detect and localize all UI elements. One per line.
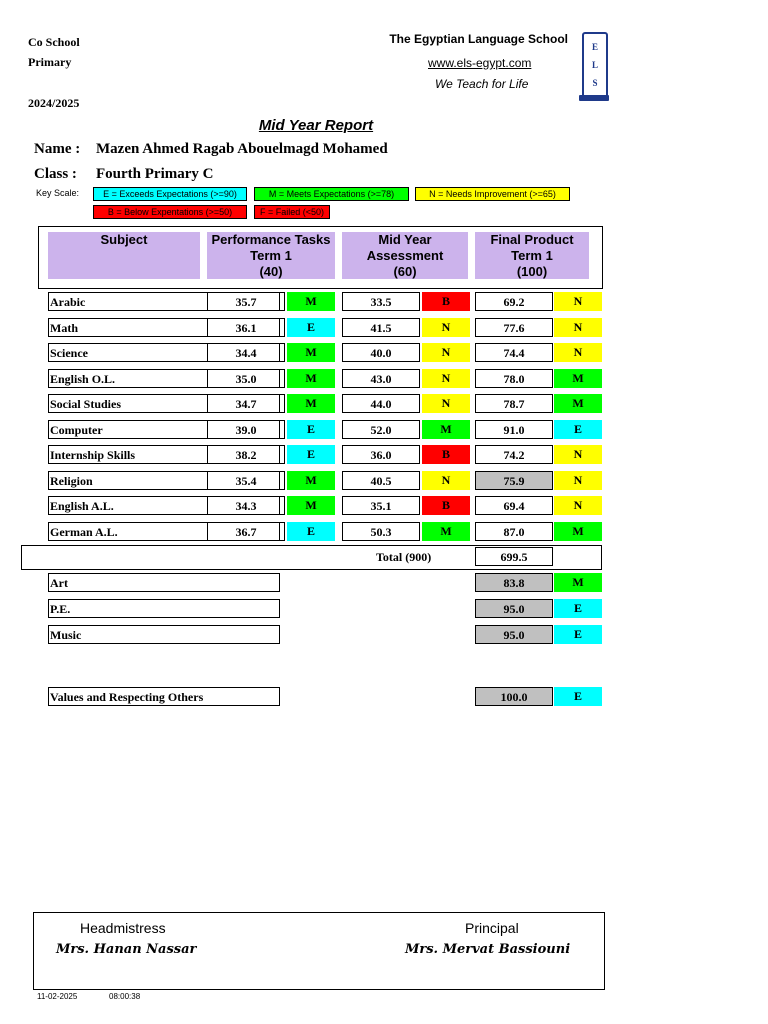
midyear-score: 50.3 [342, 522, 420, 541]
column-header-subject [48, 232, 200, 279]
performance-grade: M [287, 292, 335, 311]
performance-grade: E [287, 445, 335, 464]
column-header-label: (100) [516, 264, 548, 279]
performance-grade: M [287, 369, 335, 388]
column-header-label: Mid Year [378, 232, 432, 247]
final-grade: E [554, 420, 602, 439]
midyear-grade: M [422, 420, 470, 439]
principal-signature: Mrs. Mervat Bassiouni [405, 942, 571, 957]
final-grade: N [554, 445, 602, 464]
midyear-score: 35.1 [342, 496, 420, 515]
midyear-grade: N [422, 394, 470, 413]
midyear-score: 52.0 [342, 420, 420, 439]
performance-grade: E [287, 522, 335, 541]
principal-title: Principal [465, 920, 519, 936]
subject-name: Arabic [48, 292, 280, 311]
final-score: 91.0 [475, 420, 553, 439]
performance-score: 36.7 [207, 522, 285, 541]
key-below: B = Below Expentations (>=50) [93, 205, 247, 219]
values-grade: E [554, 687, 602, 706]
final-grade: M [554, 573, 602, 592]
logo-letter: S [592, 78, 598, 88]
final-score: 95.0 [475, 599, 553, 618]
final-score: 83.8 [475, 573, 553, 592]
performance-score: 35.7 [207, 292, 285, 311]
performance-score: 38.2 [207, 445, 285, 464]
midyear-score: 44.0 [342, 394, 420, 413]
column-header-label: Term 1 [250, 248, 292, 263]
midyear-grade: B [422, 496, 470, 515]
performance-score: 35.0 [207, 369, 285, 388]
school-name: The Egyptian Language School [389, 32, 568, 46]
column-header-label: Final Product [490, 232, 574, 247]
logo-base [579, 95, 609, 101]
performance-grade: M [287, 394, 335, 413]
school-motto: We Teach for Life [435, 77, 529, 91]
print-date: 11-02-2025 [37, 992, 78, 1001]
column-header-label: Subject [100, 232, 148, 247]
final-score: 69.4 [475, 496, 553, 515]
final-grade: N [554, 318, 602, 337]
final-grade: E [554, 625, 602, 644]
final-score: 74.4 [475, 343, 553, 362]
subject-name: Computer [48, 420, 280, 439]
academic-year: 2024/2025 [28, 96, 80, 110]
subject-name: English A.L. [48, 496, 280, 515]
school-division: Co School [28, 35, 80, 49]
total-value: 699.5 [475, 547, 553, 566]
midyear-grade: N [422, 369, 470, 388]
report-title: Mid Year Report [258, 117, 374, 134]
final-grade: M [554, 522, 602, 541]
final-grade: M [554, 369, 602, 388]
column-header-label: (40) [259, 264, 283, 279]
midyear-score: 41.5 [342, 318, 420, 337]
key-failed: F = Failed (<50) [254, 205, 330, 219]
subject-name: Social Studies [48, 394, 280, 413]
performance-grade: M [287, 471, 335, 490]
midyear-score: 43.0 [342, 369, 420, 388]
final-grade: N [554, 496, 602, 515]
name-label: Name : [34, 141, 81, 157]
subject-name: Internship Skills [48, 445, 280, 464]
midyear-grade: M [422, 522, 470, 541]
column-header-midyear [342, 232, 468, 279]
print-time: 08:00:38 [109, 992, 141, 1001]
performance-score: 34.4 [207, 343, 285, 362]
performance-grade: M [287, 343, 335, 362]
subject-name: Science [48, 343, 280, 362]
logo-letter: E [591, 42, 598, 52]
column-header-label: Performance Tasks [211, 232, 331, 247]
final-grade: N [554, 343, 602, 362]
midyear-score: 33.5 [342, 292, 420, 311]
subject-name: Religion [48, 471, 280, 490]
school-logo [582, 32, 608, 100]
midyear-grade: N [422, 343, 470, 362]
column-header-label: Assessment [366, 248, 444, 263]
performance-score: 36.1 [207, 318, 285, 337]
midyear-score: 40.5 [342, 471, 420, 490]
subject-name: German A.L. [48, 522, 280, 541]
performance-grade: E [287, 420, 335, 439]
midyear-score: 36.0 [342, 445, 420, 464]
midyear-grade: N [422, 318, 470, 337]
final-grade: E [554, 599, 602, 618]
student-name: Mazen Ahmed Ragab Abouelmagd Mohamed [96, 141, 388, 157]
performance-score: 34.7 [207, 394, 285, 413]
subject-name: P.E. [48, 599, 280, 618]
final-grade: N [554, 292, 602, 311]
column-header-performance [207, 232, 335, 279]
class-label: Class : [34, 166, 77, 182]
performance-score: 39.0 [207, 420, 285, 439]
key-exceeds: E = Exceeds Expectations (>=90) [93, 187, 247, 201]
subject-name: Music [48, 625, 280, 644]
final-score: 77.6 [475, 318, 553, 337]
key-scale-label: Key Scale: [36, 188, 80, 198]
performance-score: 35.4 [207, 471, 285, 490]
school-website-link[interactable]: www.els-egypt.com [428, 56, 532, 70]
column-header-label: (60) [393, 264, 417, 279]
final-grade: N [554, 471, 602, 490]
final-grade: M [554, 394, 602, 413]
midyear-grade: B [422, 292, 470, 311]
performance-grade: M [287, 496, 335, 515]
final-score: 78.0 [475, 369, 553, 388]
midyear-grade: B [422, 445, 470, 464]
final-score: 69.2 [475, 292, 553, 311]
values-subject-name: Values and Respecting Others [48, 687, 280, 706]
performance-score: 34.3 [207, 496, 285, 515]
midyear-score: 40.0 [342, 343, 420, 362]
final-score: 74.2 [475, 445, 553, 464]
subject-name: English O.L. [48, 369, 280, 388]
final-score: 75.9 [475, 471, 553, 490]
values-score: 100.0 [475, 687, 553, 706]
total-label: Total (900) [376, 550, 432, 564]
school-level: Primary [28, 55, 72, 69]
key-meets: M = Meets Expectations (>=78) [254, 187, 409, 201]
subject-name: Art [48, 573, 280, 592]
column-header-final [475, 232, 589, 279]
key-needs-improvement: N = Needs Improvement (>=65) [415, 187, 570, 201]
logo-letter: L [591, 60, 598, 70]
student-class: Fourth Primary C [96, 166, 214, 182]
headmistress-signature: Mrs. Hanan Nassar [56, 942, 197, 957]
headmistress-title: Headmistress [80, 920, 166, 936]
performance-grade: E [287, 318, 335, 337]
final-score: 87.0 [475, 522, 553, 541]
midyear-grade: N [422, 471, 470, 490]
final-score: 78.7 [475, 394, 553, 413]
column-header-label: Term 1 [511, 248, 553, 263]
final-score: 95.0 [475, 625, 553, 644]
subject-name: Math [48, 318, 280, 337]
